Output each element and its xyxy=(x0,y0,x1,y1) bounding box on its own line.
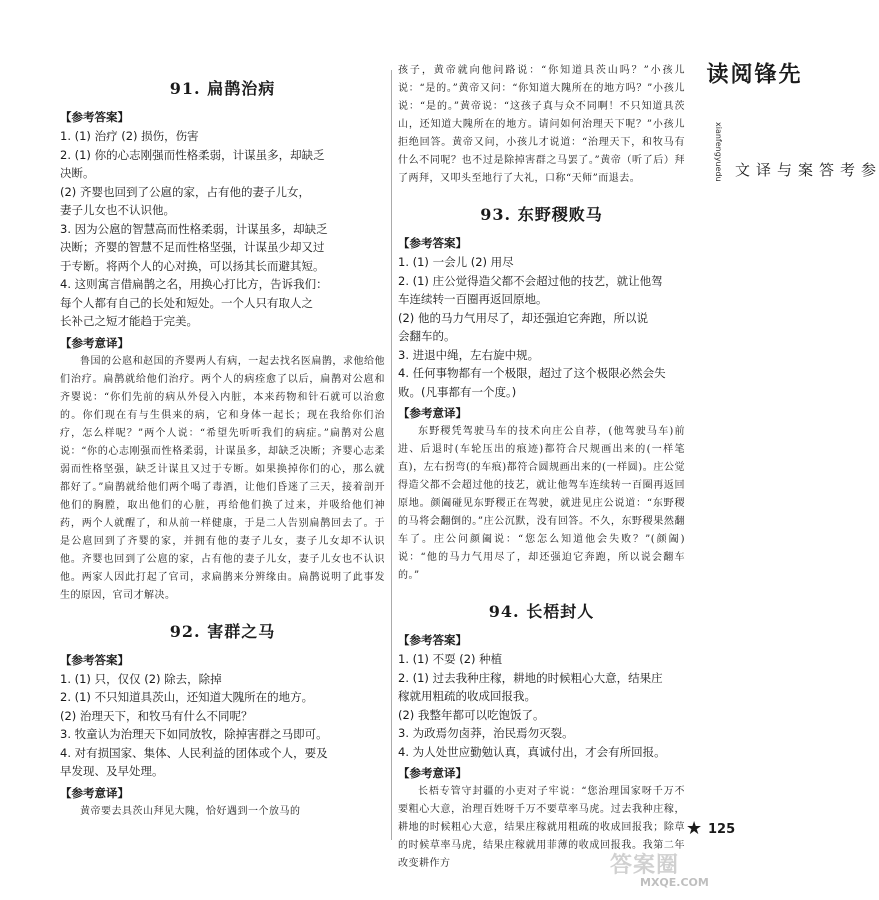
s92-translation-continued: 孩子，黄帝就向他问路说：“你知道具茨山吗？”小孩儿说：“是的。”黄帝又问：“你知道大隗所在的地方吗？”小孩儿说：“是的。”黄帝说：“这孩子真与众不同啊！不只知道具茨山，还知道大隗所在的地方。请问如何治理天下呢？”小孩儿拒绝回答。黄帝又问，小孩儿才说道：“治理天下，和牧马有什么不同呢？也不过是除掉害群之马罢了。”黄帝（听了后）拜了两拜，又叩头至地行了大礼，口称“天师”而退去。 xyxy=(398,65,685,184)
right-column xyxy=(398,62,685,873)
s91-answer-2c: (2) 齐婴也回到了公扈的家，占有他的妻子儿女， xyxy=(60,184,310,199)
side-subtitle: 参考答案与译文 xyxy=(733,162,877,179)
s92-answer-1: 1. (1) 只，仅仅 (2) 除去，除掉 xyxy=(60,671,222,686)
s92-answer-4b: 早发现、及早处理。 xyxy=(60,764,164,778)
s94-answer-2c: (2) 我整年都可以吃饱饭了。 xyxy=(398,707,545,722)
s94-answer-1: 1. (1) 不耍 (2) 种植 xyxy=(398,652,503,666)
s93-answer-2c: (2) 他的马力气用尽了，却还强迫它奔跑，所以说 xyxy=(398,310,648,325)
s91-answer-4b: 每个人都有自己的长处和短处。一个人只有取人之 xyxy=(60,295,313,310)
s91-translation-label: 【参考意译】 xyxy=(60,335,129,350)
s92-answer-2a: 2. (1) 不只知道具茨山，还知道大隗所在的地方。 xyxy=(60,690,314,704)
s93-answer-3: 3. 进退中绳，左右旋中规。 xyxy=(398,347,540,362)
section-91-title: 91. 扁鹊治病 xyxy=(169,79,276,98)
s91-answer-4c: 长补己之短才能趋于完美。 xyxy=(60,314,198,328)
brand-pinyin: xianfengyuedu xyxy=(714,122,723,182)
s91-answer-3c: 于专断。将两个人的心对换，可以扬其长而避其短。 xyxy=(60,258,325,273)
column-divider xyxy=(391,70,392,840)
s92-answer-3: 3. 牧童认为治理天下如同放牧，除掉害群之马即可。 xyxy=(60,727,328,741)
s92-translation: 黄帝要去具茨山拜见大隗，恰好遇到一个放马的 xyxy=(80,805,301,817)
star-icon: ★ xyxy=(686,818,703,839)
s93-translation: 东野稷凭驾驶马车的技术向庄公自荐，(他驾驶马车)前进、后退时(车轮压出的痕迹)都符合尺规画出来的(一样笔直)，左右拐弯(的车痕)都符合圆规画出来的(一样圆)。庄公觉得造父都不会超过他的技艺，就让他驾车连续转一百圈再返回原地。颜阖碰见东野稷正在驾驶，就进见庄公说道：“东野稷的马将会翻倒的。”庄公沉默，没有回答。不久，东野稷果然翻车了。庄公问颜阖说：“您怎么知道他会失败？”(颜阖)说：“他的马力气用尽了，却还强迫它奔跑，所以说会翻车的。” xyxy=(398,426,685,581)
s94-answer-2b: 稼就用粗疏的收成回报我。 xyxy=(398,689,536,703)
s91-answer-2b: 决断。 xyxy=(60,166,95,180)
s91-answer-2a: 2. (1) 你的心志刚强而性格柔弱，计谋虽多，却缺乏 xyxy=(60,147,325,162)
s92-answer-2b: (2) 治理天下，和牧马有什么不同呢？ xyxy=(60,708,253,723)
s93-answer-4a: 4. 任何事物都有一个极限，超过了这个极限必然会失 xyxy=(398,366,666,380)
section-92-title: 92. 害群之马 xyxy=(169,621,276,641)
s94-answer-4: 4. 为人处世应勤勉认真，真诚付出，才会有所回报。 xyxy=(398,744,666,759)
s91-answer-2d: 妻子儿女也不认识他。 xyxy=(60,203,175,217)
section-94-title: 94. 长梧封人 xyxy=(488,602,595,621)
s94-translation-label: 【参考意译】 xyxy=(398,766,467,780)
s93-answer-1: 1. (1) 一会儿 (2) 用尽 xyxy=(398,255,514,269)
s93-answer-2d: 会翻车的。 xyxy=(398,329,456,343)
s91-answer-3b: 决断；齐婴的智慧不足而性格坚强，计谋虽少却又过 xyxy=(60,240,325,254)
s94-answer-2a: 2. (1) 过去我种庄稼，耕地的时候粗心大意，结果庄 xyxy=(398,670,663,685)
s93-answer-2b: 车连续转一百圈再返回原地。 xyxy=(398,292,548,306)
left-column xyxy=(60,62,385,821)
s94-answer-label: 【参考答案】 xyxy=(398,633,467,647)
brand-title: 先锋阅读 xyxy=(703,62,801,84)
s91-translation: 鲁国的公扈和赵国的齐婴两人有病，一起去找名医扁鹊，求他给他们治疗。扁鹊就给他们治疗。两个人的病痊愈了以后，扁鹊对公扈和齐婴说：“你们先前的病从外侵入内脏，本来药物和针石就可以治愈的。你们现在有与生俱来的病，它和身体一起长；现在我给你们治疗，怎么样呢？”两个人说：“希望先听听我们的病症。”扁鹊对公扈说：“你的心志刚强而性格柔弱，计谋虽多，却缺乏决断；齐婴心志柔弱而性格坚强，缺乏计谋且又过于专断。如果换掉你们的心，那么就都好了。”扁鹊就给他们两个喝了毒酒，让他们昏迷了三天，接着剖开他们的胸膛，取出他们的心脏，再给他们换了过来，并吸给他们神药，两个人就醒了，和从前一样健康，于是二人告别扁鹊回去了。于是公扈回到了齐婴的家，并拥有他的妻子儿女，妻子儿女却不认识他。齐婴也回到了公扈的家，占有他的妻子儿女，妻子儿女也不认识他。两家人因此打起了官司，求扁鹊来分辨缘由。扁鹊说明了此事发生的原因，官司才解决。 xyxy=(60,355,385,601)
s91-answer-3a: 3. 因为公扈的智慧高而性格柔弱，计谋虽多，却缺乏 xyxy=(60,221,328,236)
s91-answer-4a: 4. 这则寓言借扁鹊之名，用换心打比方，告诉我们： xyxy=(60,277,328,291)
watermark: 答案圈 xyxy=(610,853,680,878)
s92-answer-4a: 4. 对有损国家、集体、人民利益的团体或个人，要及 xyxy=(60,745,328,760)
s93-answer-label: 【参考答案】 xyxy=(398,236,467,250)
s92-translation-label: 【参考意译】 xyxy=(60,785,129,800)
s91-answer-label: 【参考答案】 xyxy=(60,110,129,124)
watermark-url: MXQE.COM xyxy=(640,876,709,889)
s94-translation: 长梧专管守封疆的小吏对子牢说：“您治理国家呀千万不要粗心大意，治理百姓呀千万不要草率马虎。过去我种庄稼，耕地的时候粗心大意，结果庄稼就用粗疏的收成回报我；除草的时候草率马虎，结果庄稼就用菲薄的收成回报我。我第二年改变耕作方 xyxy=(398,786,685,869)
s93-translation-label: 【参考意译】 xyxy=(398,406,467,420)
s93-answer-2a: 2. (1) 庄公觉得造父都不会超过他的技艺，就让他驾 xyxy=(398,273,663,288)
s93-answer-4b: 败。(凡事都有一个度。) xyxy=(398,384,517,399)
page-number: 125 xyxy=(708,822,736,837)
section-93-title: 93. 东野稷败马 xyxy=(480,205,603,224)
s94-answer-3: 3. 为政焉勿卤莽，治民焉勿灭裂。 xyxy=(398,726,574,740)
s91-answer-1: 1. (1) 治疗 (2) 损伤，伤害 xyxy=(60,129,199,143)
s92-answer-label: 【参考答案】 xyxy=(60,652,129,667)
